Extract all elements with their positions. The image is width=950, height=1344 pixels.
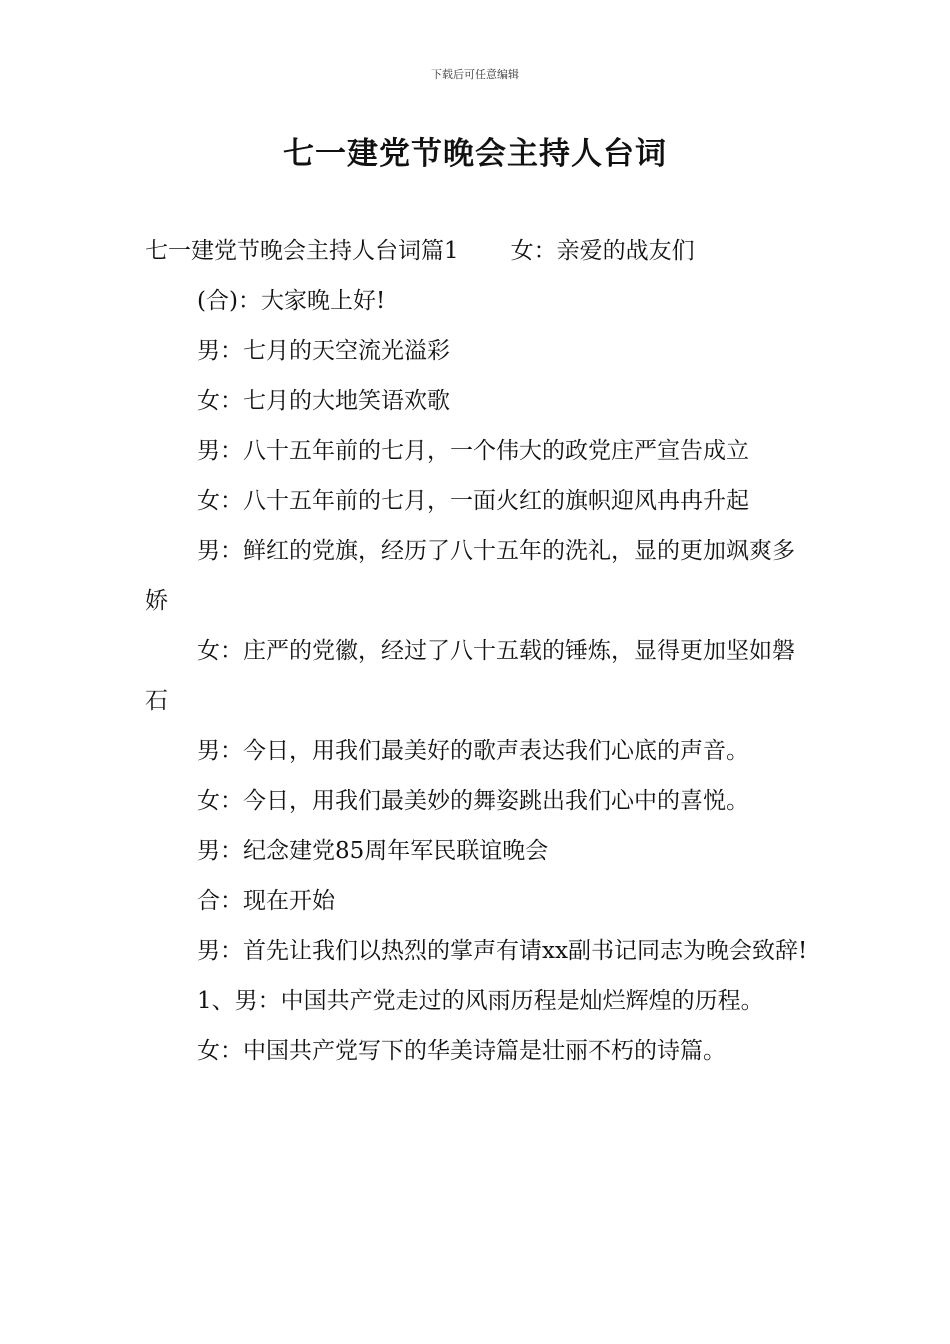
script-line: 1、男：中国共产党走过的风雨历程是灿烂辉煌的历程。	[197, 988, 764, 1014]
page-header-note: 下载后可任意编辑	[431, 68, 519, 81]
section-title: 七一建党节晚会主持人台词篇1	[145, 238, 459, 264]
script-line: 男：七月的天空流光溢彩	[197, 338, 450, 364]
script-line: (合)：大家晚上好!	[197, 288, 386, 314]
script-line: 合：现在开始	[197, 888, 335, 914]
script-line: 男：纪念建党85周年军民联谊晚会	[197, 838, 549, 864]
script-line: 女：今日，用我们最美妙的舞姿跳出我们心中的喜悦。	[197, 788, 749, 814]
script-line: 男：首先让我们以热烈的掌声有请xx副书记同志为晚会致辞!	[197, 938, 808, 964]
script-line: 女：中国共产党写下的华美诗篇是壮丽不朽的诗篇。	[197, 1038, 726, 1064]
script-line: 女：七月的大地笑语欢歌	[197, 388, 450, 414]
document-title: 七一建党节晚会主持人台词	[283, 136, 667, 172]
script-line: 女：八十五年前的七月，一面火红的旗帜迎风冉冉升起	[197, 488, 749, 514]
script-line: 男：八十五年前的七月，一个伟大的政党庄严宣告成立	[197, 438, 749, 464]
script-line: 男：今日，用我们最美好的歌声表达我们心底的声音。	[197, 738, 749, 764]
intro-first-line: 女：亲爱的战友们	[510, 238, 695, 264]
intro-line	[145, 226, 810, 276]
script-line: 男：鲜红的党旗，经历了八十五年的洗礼，显的更加飒爽多娇	[145, 538, 795, 614]
script-line: 女：庄严的党徽，经过了八十五载的锤炼，显得更加坚如磐石	[145, 638, 795, 714]
document-body	[145, 226, 810, 1076]
